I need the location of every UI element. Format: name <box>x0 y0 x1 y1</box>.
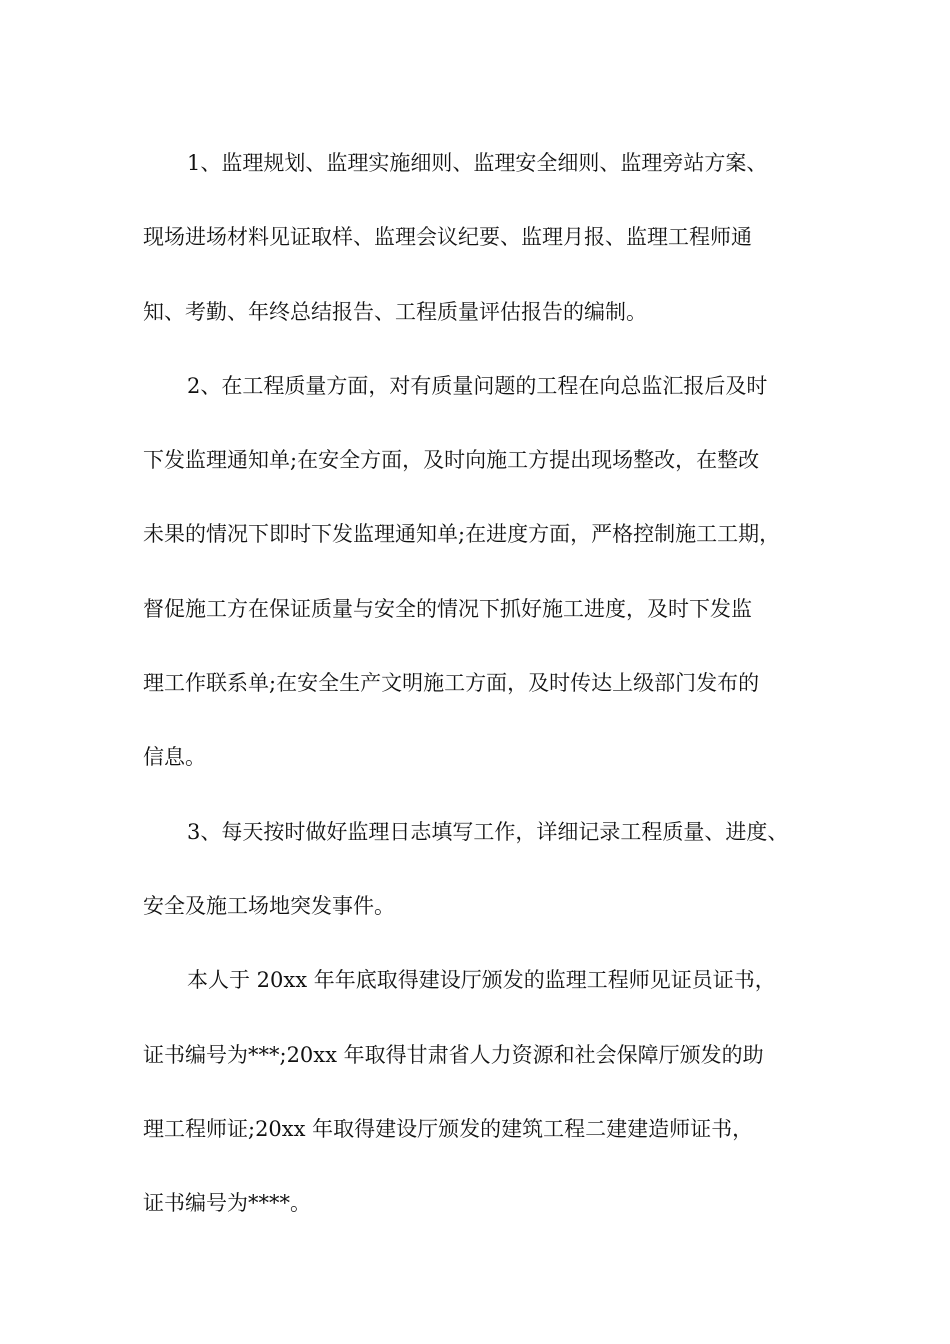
paragraph-3 <box>143 795 817 944</box>
text-line: 证书编号为****。 <box>143 1191 311 1216</box>
paragraph-1 <box>143 126 817 349</box>
text-line: 未果的情况下即时下发监理通知单;在进度方面，严格控制施工工期， <box>143 522 781 547</box>
text-line: 3、每天按时做好监理日志填写工作，详细记录工程质量、进度、 <box>187 819 789 844</box>
text-line: 2、在工程质量方面，对有质量问题的工程在向总监汇报后及时 <box>187 373 768 398</box>
text-line: 督促施工方在保证质量与安全的情况下抓好施工进度，及时下发监 <box>143 596 752 621</box>
text-line: 理工程师证;20xx 年取得建设厅颁发的建筑工程二建建造师证书， <box>143 1116 754 1141</box>
text-line: 安全及施工场地突发事件。 <box>143 893 395 918</box>
text-line: 知、考勤、年终总结报告、工程质量评估报告的编制。 <box>143 299 647 324</box>
text-line: 1、监理规划、监理实施细则、监理安全细则、监理旁站方案、 <box>187 151 768 175</box>
text-line: 下发监理通知单;在安全方面，及时向施工方提出现场整改，在整改 <box>143 448 760 473</box>
paragraph-2 <box>143 349 817 795</box>
text-line: 理工作联系单;在安全生产文明施工方面，及时传达上级部门发布的 <box>143 671 760 696</box>
text-line: 证书编号为***;20xx 年取得甘肃省人力资源和社会保障厅颁发的助 <box>143 1042 764 1067</box>
text-line: 信息。 <box>143 745 206 770</box>
text-line: 本人于 20xx 年年底取得建设厅颁发的监理工程师见证员证书， <box>187 968 776 993</box>
text-line: 现场进场材料见证取样、监理会议纪要、监理月报、监理工程师通 <box>143 225 752 250</box>
document-body <box>143 126 817 1240</box>
paragraph-4 <box>143 943 817 1240</box>
